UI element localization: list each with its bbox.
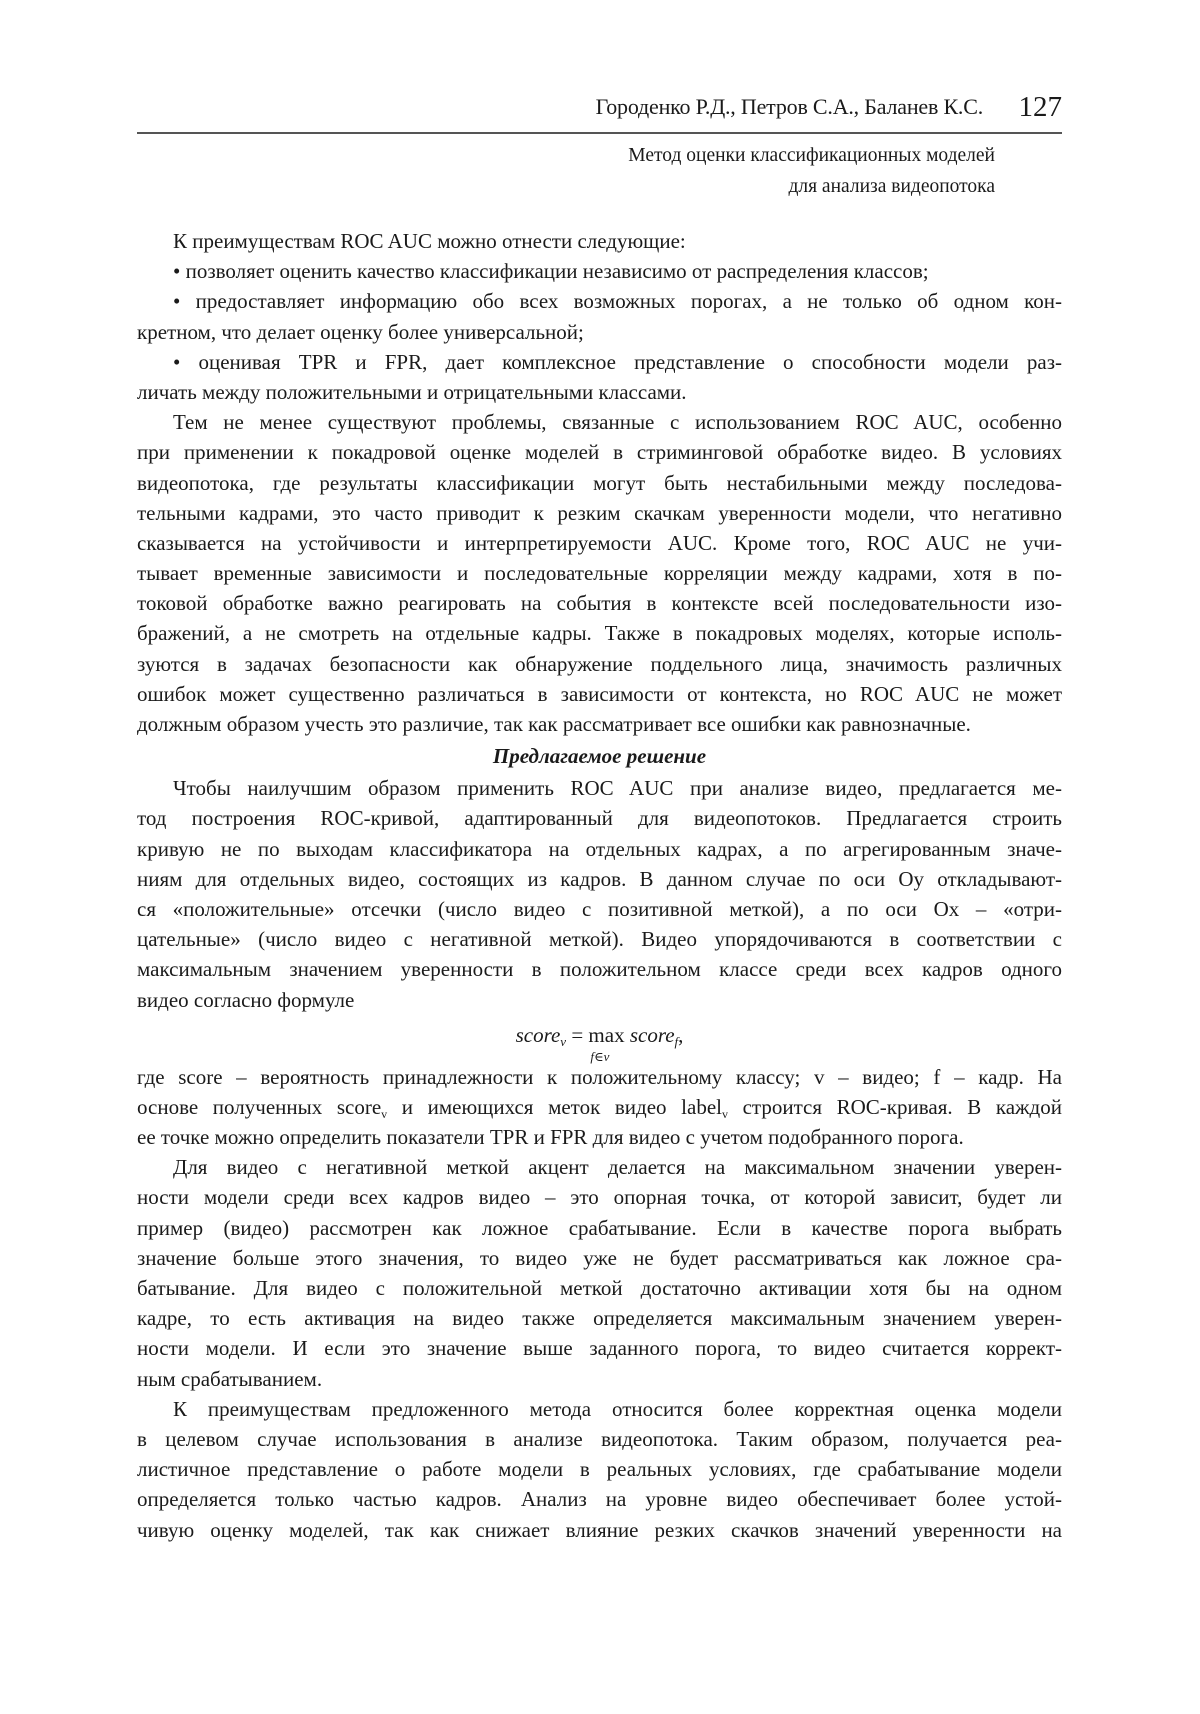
text-line: значение больше этого значения, то видео уже не будет рассматриваться как ложное сра-	[137, 1245, 1062, 1270]
paragraph-negative-label	[137, 1152, 1062, 1394]
formula-lhs: score	[515, 1022, 561, 1047]
text-line	[137, 1092, 1062, 1122]
text-line: личать между положительными и отрицательными классами.	[137, 379, 687, 404]
text-line: сказывается на устойчивости и интерпретируемости AUC. Кроме того, ROC AUC не учи-	[137, 530, 1062, 555]
text-line: ности модели среди всех кадров видео – это опорная точка, от которой зависит, будет ли	[137, 1185, 1062, 1210]
text-fragment: и имеющихся меток видео label	[387, 1094, 722, 1119]
subtitle-line-1: Метод оценки классификационных моделей	[628, 145, 995, 166]
paragraph-method	[137, 773, 1062, 1015]
text-line: при применении к покадровой оценке моделей в стриминговой обработке видео. В условиях	[137, 440, 1062, 465]
text-line: токовой обработке важно реагировать на события в контексте всей последовательности изо-	[137, 591, 1062, 616]
text-line: Тем не менее существуют проблемы, связанные с использованием ROC AUC, особенно	[173, 410, 1062, 435]
text-line: Чтобы наилучшим образом применить ROC AUC при анализе видео, предлагается ме-	[173, 776, 1062, 801]
formula-comma: ,	[678, 1022, 684, 1047]
text-line: видео согласно формуле	[137, 987, 355, 1012]
text-line: тельными кадрами, это часто приводит к резким скачкам уверенности модели, что негативно	[137, 500, 1062, 525]
text-line: определяется только частью кадров. Анализ на уровне видео обеспечивает более устой-	[137, 1487, 1062, 1512]
paragraph-problems	[137, 407, 1062, 739]
text-line: батывание. Для видео с положительной меткой достаточно активации хотя бы на одном	[137, 1276, 1062, 1300]
text-line: ошибок может существенно различаться в зависимости от контекста, но ROC AUC не может	[137, 681, 1062, 706]
text-line: зуются в задачах безопасности как обнаружение поддельного лица, значимость различных	[137, 651, 1062, 676]
text-line: К преимуществам предложенного метода относится более корректная оценка модели	[173, 1396, 1062, 1421]
formula-max: max	[588, 1022, 625, 1047]
page-number: 127	[1018, 91, 1062, 123]
subscript: v	[381, 1106, 388, 1121]
text-line: ности модели. И если это значение выше заданного порога, то видео считается коррект-	[137, 1336, 1062, 1361]
text-line: видеопотока, где результаты классификации могут быть нестабильными между последова-	[137, 470, 1062, 495]
text-line: тод построения ROC-кривой, адаптированный для видеопотоков. Предлагается строить	[137, 806, 1062, 831]
text-line: бражений, а не смотреть на отдельные кадры. Также в покадровых моделях, которые исполь-	[137, 621, 1062, 646]
text-line: кретном, что делает оценку более универсальной;	[137, 319, 584, 344]
subscript: v	[721, 1106, 728, 1121]
text-line: где score – вероятность принадлежности к положительному классу; v – видео; f – кадр. На	[137, 1064, 1062, 1089]
formula-rhs: score	[629, 1022, 675, 1047]
header-authors: Городенко Р.Д., Петров С.А., Баланев К.С.	[595, 94, 983, 119]
text-line: тывает временные зависимости и последовательные корреляции между кадрами, хотя в по-	[137, 561, 1062, 586]
bullet-item: • предоставляет информацию обо всех возможных порогах, а не только об одном кон-	[173, 289, 1062, 314]
text-line: К преимуществам ROC AUC можно отнести следующие:	[173, 229, 686, 253]
formula-lhs-sub: v	[560, 1033, 567, 1049]
text-line: пример (видео) рассмотрен как ложное срабатывание. Если в качестве порога выбрать	[137, 1215, 1062, 1240]
text-line: в целевом случае использования в анализе видеопотока. Таким образом, получается реа-	[137, 1426, 1062, 1451]
text-line: ным срабатыванием.	[137, 1366, 323, 1391]
text-fragment: основе полученных score	[137, 1094, 382, 1119]
text-line: листичное представление о работе модели в реальных условиях, где срабатывание модели	[137, 1457, 1062, 1482]
formula-equals: =	[571, 1022, 584, 1047]
formula-max-operator	[588, 1015, 625, 1064]
text-line: ее точке можно определить показатели TPR и FPR для видео с учетом подобранного порога.	[137, 1125, 964, 1150]
paragraph-method-advantages	[137, 1394, 1062, 1545]
formula-max-subscript: f∈v	[590, 1048, 610, 1064]
text-line: ся «положительные» отсечки (число видео с позитивной меткой), а по оси Ox – «отри-	[137, 896, 1062, 921]
text-line: кадре, то есть активация на видео также определяется максимальным значением уверен-	[137, 1306, 1062, 1331]
bullet-item: • позволяет оценить качество классификации независимо от распределения классов;	[173, 259, 929, 284]
text-line: кривую не по выходам классификатора на отдельных кадрах, а по агрегированным значе-	[137, 836, 1062, 861]
bullet-item: • оценивая TPR и FPR, дает комплексное представление о способности модели раз-	[173, 349, 1062, 374]
text-line: цательные» (число видео с негативной меткой). Видео упорядочиваются в соответствии с	[137, 927, 1062, 952]
header-subtitle	[628, 140, 995, 202]
body-text	[137, 226, 1062, 1545]
subtitle-line-2: для анализа видеопотока	[788, 176, 995, 197]
section-heading: Предлагаемое решение	[492, 744, 707, 769]
text-fragment: строится ROC-кривая. В каждой	[727, 1094, 1062, 1119]
paragraph-advantages	[137, 226, 1062, 407]
text-line: должным образом учесть это различие, так как рассматривает все ошибки как равнозначные.	[137, 712, 971, 736]
text-line: Для видео с негативной меткой акцент делается на максимальном значении уверен-	[173, 1155, 1062, 1180]
formula-rhs-sub: f	[674, 1033, 679, 1049]
formula-score	[137, 1015, 1062, 1062]
text-line: максимальным значением уверенности в положительном классе среди всех кадров одного	[137, 957, 1062, 982]
text-line: ниям для отдельных видео, состоящих из кадров. В данном случае по оси Oy откладывают-	[137, 866, 1062, 891]
text-line: чивую оценку моделей, так как снижает влияние резких скачков значений уверенности на	[137, 1517, 1062, 1542]
running-header	[137, 82, 1062, 134]
